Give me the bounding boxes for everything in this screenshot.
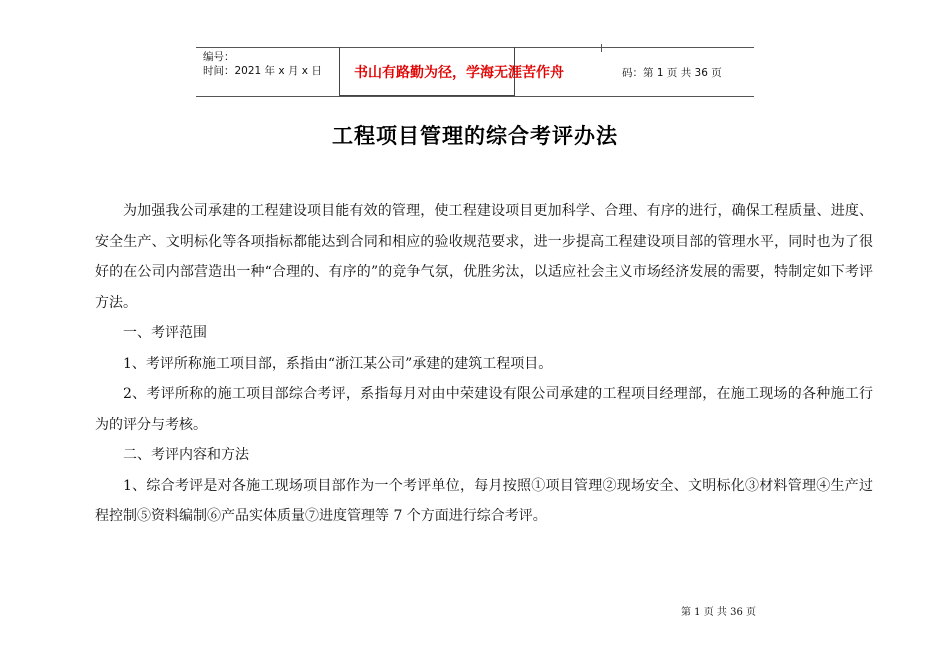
header-meta — [203, 50, 338, 78]
header-slogan: 书山有路勤为径，学海无涯苦作舟 — [354, 65, 564, 81]
paragraph-content-1: 1、综合考评是对各施工现场项目部作为一个考评单位，每月按照①项目管理②现场安全、文明标化③材料管理④生产过程控制⑤资料编制⑥产品实体质量⑦进度管理等 7 个方面进行综合考评。 — [95, 477, 873, 524]
document-body — [95, 196, 873, 532]
header-divider-tick — [601, 44, 602, 52]
header-bottom-rule — [196, 96, 754, 97]
document-title: 工程项目管理的综合考评办法 — [332, 123, 618, 148]
paragraph-intro: 为加强我公司承建的工程建设项目能有效的管理，使工程建设项目更加科学、合理、有序的进行，确保工程质量、进度、安全生产、文明标化等各项指标都能达到合同和相应的验收规范要求，进一步提高工程建设项目部的管理水平，同时也为了很好的在公司内部营造出一种“合理的、有序的”的竞争气氛，优胜劣汰，以适应社会主义市场经济发展的需要，特制定如下考评方法。 — [95, 203, 873, 311]
paragraph-scope-1: 1、考评所称施工项目部，系指由“浙江某公司”承建的建筑工程项目。 — [123, 355, 553, 372]
section-heading-scope: 一、考评范围 — [123, 325, 207, 341]
header-slogan-box — [339, 47, 564, 96]
page-footer: 第 1 页 共 36 页 — [681, 607, 756, 618]
header-time-label: 时间：2021 年 x 月 x 日 — [203, 65, 322, 77]
header-page-code: 码：第 1 页 共 36 页 — [622, 67, 722, 79]
section-heading-content: 二、考评内容和方法 — [123, 447, 249, 463]
header-number-label: 编号： — [203, 51, 235, 63]
paragraph-scope-2: 2、考评所称的施工项目部综合考评，系指每月对由中荣建设有限公司承建的工程项目经理部，在施工现场的各种施工行为的评分与考核。 — [95, 386, 873, 433]
